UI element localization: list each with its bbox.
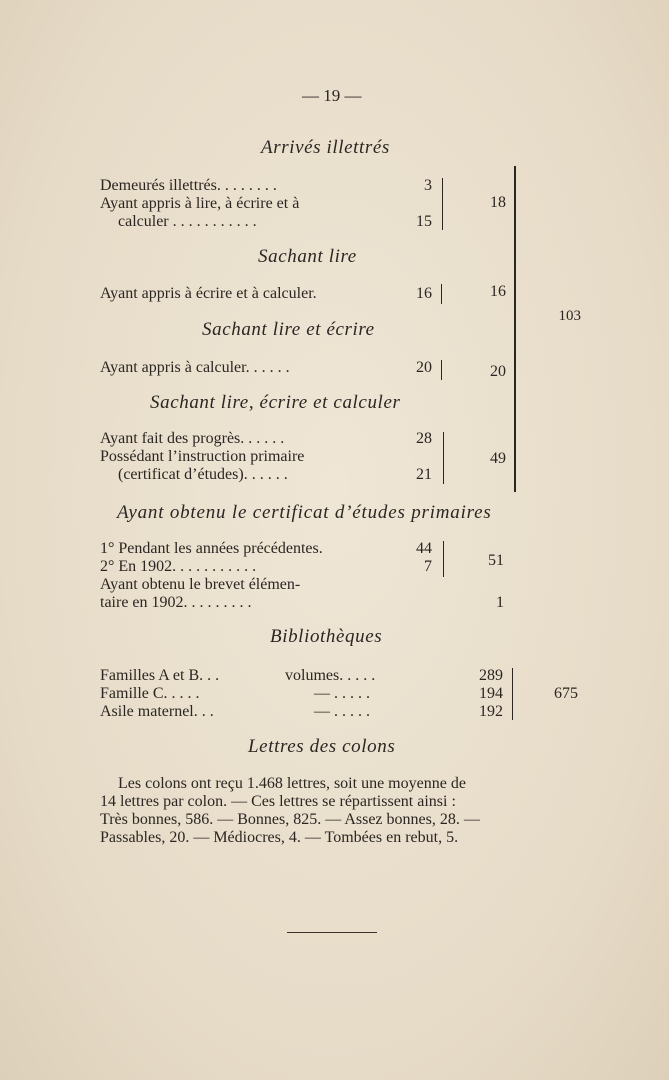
- row-value: 20: [416, 359, 432, 376]
- row-label: Possédant l’instruction primaire: [100, 448, 305, 465]
- row-label: 2° En 1902. . . . . . . . . . .: [100, 558, 257, 575]
- end-rule: [287, 932, 377, 933]
- heading-lettres: Lettres des colons: [248, 736, 396, 757]
- subtotal-value: 20: [490, 363, 506, 380]
- row-value: 7: [424, 558, 432, 575]
- row-value: 194: [479, 685, 503, 702]
- total-bracket-line: [514, 166, 516, 492]
- row-label: Ayant appris à calculer. . . . . .: [100, 359, 290, 376]
- heading-bibliotheques: Bibliothèques: [270, 626, 383, 647]
- heading-sachant-lire: Sachant lire: [258, 246, 357, 267]
- paragraph-line: Très bonnes, 586. — Bonnes, 825. — Assez bonnes, 28. —: [100, 811, 480, 828]
- heading-arrives-illettres: Arrivés illettrés: [261, 137, 390, 158]
- brace-line: [441, 284, 442, 304]
- row-label: calculer . . . . . . . . . . .: [118, 213, 257, 230]
- row-label: Ayant appris à écrire et à calculer.: [100, 285, 317, 302]
- brevet-value: 1: [496, 594, 504, 611]
- row-label: Asile maternel. . .: [100, 703, 214, 720]
- row-value: 28: [416, 430, 432, 447]
- row-mid: volumes. . . . .: [285, 667, 376, 684]
- page-number: — 19 —: [302, 86, 362, 105]
- subtotal-value: 18: [490, 194, 506, 211]
- row-value: 16: [416, 285, 432, 302]
- paragraph-line: 14 lettres par colon. — Ces lettres se répartissent ainsi :: [100, 793, 456, 810]
- row-mid: — . . . . .: [314, 703, 370, 720]
- subtotal-value: 16: [490, 283, 506, 300]
- row-value: 3: [424, 177, 432, 194]
- row-label: Familles A et B. . .: [100, 667, 220, 684]
- subtotal-value: 675: [554, 685, 578, 702]
- row-label: Ayant obtenu le brevet élémen-: [100, 576, 301, 593]
- brace-line: [443, 432, 444, 484]
- row-value: 289: [479, 667, 503, 684]
- heading-sachant-lire-ecrire-calculer: Sachant lire, écrire et calculer: [150, 392, 401, 413]
- row-label: 1° Pendant les années précédentes.: [100, 540, 323, 557]
- grand-total-value: 103: [558, 308, 581, 324]
- row-label: (certificat d’études). . . . . .: [118, 466, 288, 483]
- row-mid: — . . . . .: [314, 685, 370, 702]
- row-label: Demeurés illettrés. . . . . . . .: [100, 177, 277, 194]
- heading-sachant-lire-ecrire: Sachant lire et écrire: [202, 319, 375, 340]
- paragraph-line: Les colons ont reçu 1.468 lettres, soit une moyenne de: [118, 775, 466, 792]
- row-value: 192: [479, 703, 503, 720]
- brace-line: [442, 178, 443, 230]
- brace-line: [443, 541, 444, 577]
- row-value: 44: [416, 540, 432, 557]
- row-value: 15: [416, 213, 432, 230]
- row-label: taire en 1902. . . . . . . . .: [100, 594, 252, 611]
- row-label: Famille C. . . . .: [100, 685, 200, 702]
- heading-certificat: Ayant obtenu le certificat d’études primaires: [117, 502, 492, 523]
- brace-line: [441, 360, 442, 380]
- row-value: 21: [416, 466, 432, 483]
- paragraph-line: Passables, 20. — Médiocres, 4. — Tombées en rebut, 5.: [100, 829, 459, 846]
- row-label: Ayant appris à lire, à écrire et à: [100, 195, 300, 212]
- brace-line: [512, 668, 513, 720]
- subtotal-value: 51: [488, 552, 504, 569]
- row-label: Ayant fait des progrès. . . . . .: [100, 430, 285, 447]
- subtotal-value: 49: [490, 450, 506, 467]
